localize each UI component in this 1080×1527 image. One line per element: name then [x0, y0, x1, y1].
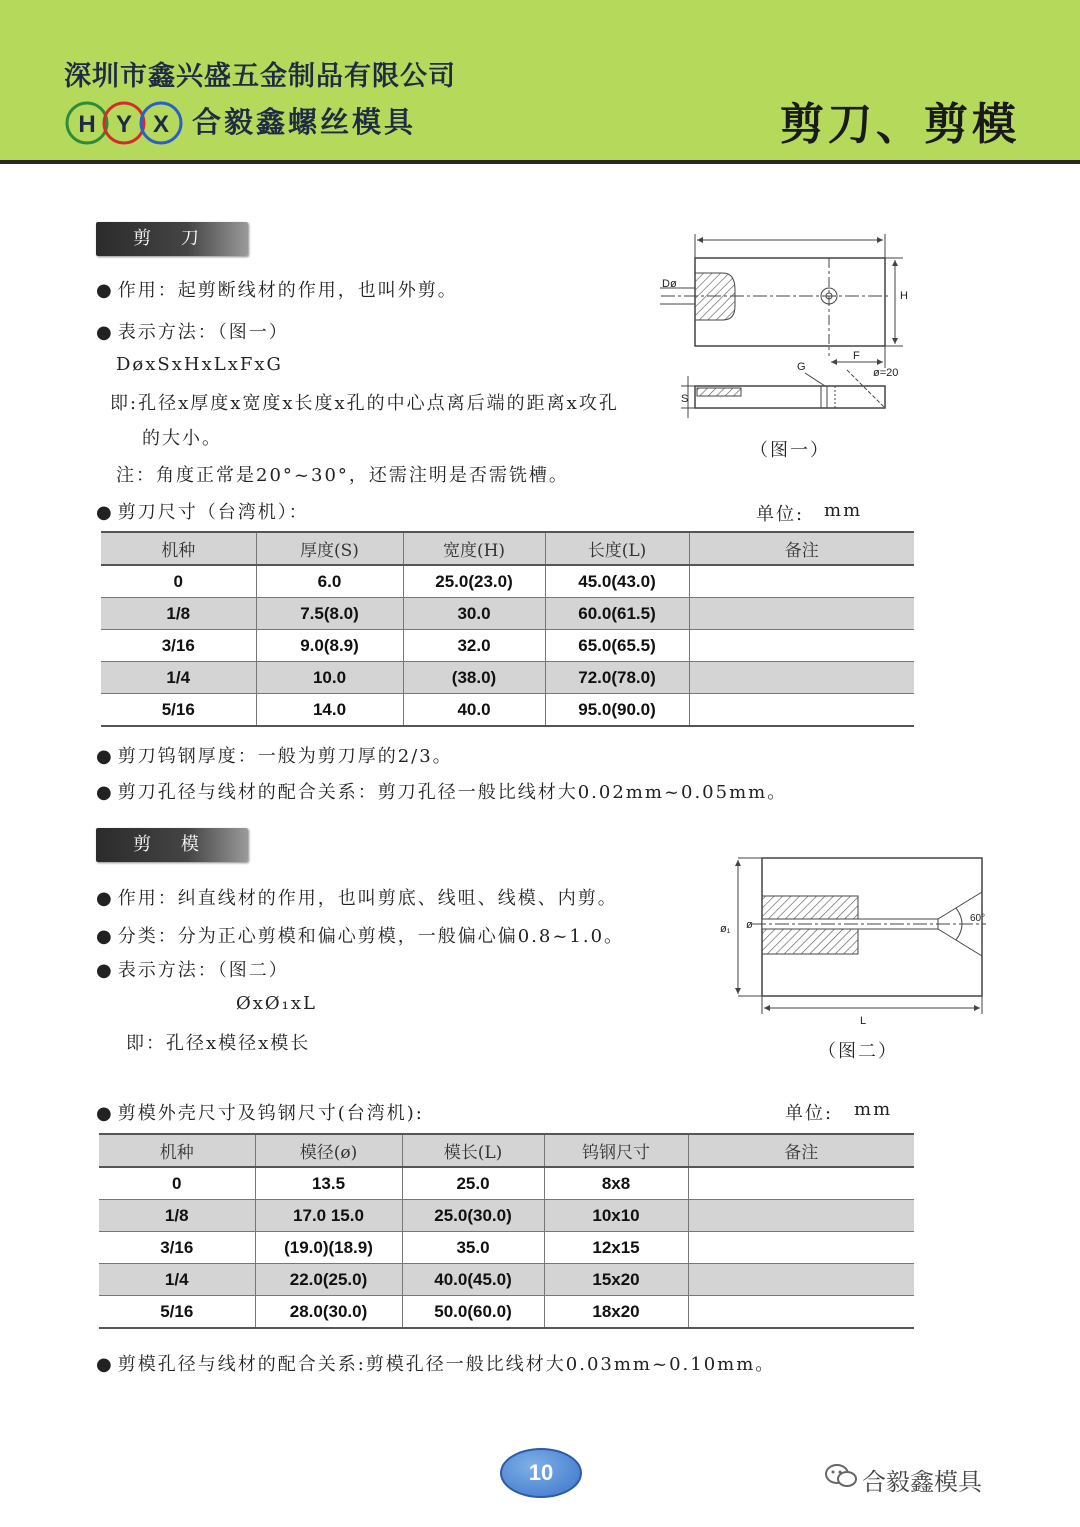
table-cell: 40.0(45.0) — [402, 1264, 544, 1296]
company-name: 深圳市鑫兴盛五金制品有限公司 — [64, 61, 456, 92]
table-row — [99, 1264, 914, 1296]
table-cell: 6.0 — [256, 565, 403, 598]
logo-letter-y: Y — [115, 111, 133, 138]
table-row — [101, 694, 914, 727]
cutter-table-title: ● 剪刀尺寸（台湾机）： — [96, 498, 309, 524]
cutter-carbide-note: ● 剪刀钨钢厚度：一般为剪刀厚的2/3。 — [96, 742, 453, 768]
table-row — [99, 1200, 914, 1232]
hyx-logo — [64, 100, 184, 146]
table-cell: 7.5(8.0) — [256, 598, 403, 630]
table-cell: 8x8 — [544, 1167, 688, 1200]
table-cell: 95.0(90.0) — [545, 694, 689, 727]
table-cell: 32.0 — [403, 630, 545, 662]
table-cell: 60.0(61.5) — [545, 598, 689, 630]
table-cell: 0 — [101, 565, 256, 598]
table-cell: (19.0)(18.9) — [255, 1232, 402, 1264]
table-cell: 5/16 — [99, 1296, 255, 1329]
cutter-explain-line1: 即:孔径x厚度x宽度x长度x孔的中心点离后端的距离x攻孔 — [110, 393, 619, 414]
cutter-size-table — [101, 531, 914, 727]
table-header-cell: 模长(L) — [402, 1134, 544, 1167]
table-row — [99, 1232, 914, 1264]
table-cell: 14.0 — [256, 694, 403, 727]
table-cell: 18x20 — [544, 1296, 688, 1329]
table-cell: 72.0(78.0) — [545, 662, 689, 694]
table-row — [101, 565, 914, 598]
cutter-notation-label: ● 表示方法：（图一） — [96, 318, 289, 344]
figure-2-label-o1: ø₁ — [720, 923, 731, 935]
table-cell: 15x20 — [544, 1264, 688, 1296]
table-cell: 25.0(30.0) — [402, 1200, 544, 1232]
table-cell — [688, 1296, 914, 1329]
cutter-formula: DøxSxHxLxFxG — [116, 354, 283, 375]
table-header-cell: 备注 — [689, 532, 914, 565]
table-header-cell: 宽度(H) — [403, 532, 545, 565]
table-cell: 1/8 — [101, 598, 256, 630]
figure-2-label-o: ø — [746, 919, 753, 931]
die-function: ● 作用：纠直线材的作用，也叫剪底、线咀、线模、内剪。 — [96, 884, 618, 910]
table-cell: 12x15 — [544, 1232, 688, 1264]
cutter-function: ● 作用：起剪断线材的作用，也叫外剪。 — [96, 276, 458, 302]
die-explain: 即：孔径x模径x模长 — [126, 1033, 311, 1054]
figure-1-label-s: S — [681, 393, 689, 405]
figure-1-caption: （图一） — [750, 440, 830, 461]
table-cell — [688, 1200, 914, 1232]
section-tag-cutter: 剪 刀 — [96, 222, 248, 256]
table-cell: 3/16 — [101, 630, 256, 662]
figure-2-label-angle: 60° — [970, 913, 986, 924]
table-cell: (38.0) — [403, 662, 545, 694]
table-cell: 65.0(65.5) — [545, 630, 689, 662]
table-cell: 28.0(30.0) — [255, 1296, 402, 1329]
table-cell — [689, 598, 914, 630]
figure-2-label-l: L — [860, 1015, 867, 1027]
cutter-fit-note: ● 剪刀孔径与线材的配合关系：剪刀孔径一般比线材大0.02mm~0.05mm。 — [96, 778, 787, 804]
table-header-cell: 备注 — [688, 1134, 914, 1167]
table-cell: 25.0(23.0) — [403, 565, 545, 598]
table-row — [99, 1296, 914, 1329]
table-cell: 1/4 — [101, 662, 256, 694]
table-cell — [688, 1167, 914, 1200]
table-cell: 10.0 — [256, 662, 403, 694]
table-cell: 35.0 — [402, 1232, 544, 1264]
table-cell: 25.0 — [402, 1167, 544, 1200]
table-cell: 1/4 — [99, 1264, 255, 1296]
figure-2-caption: （图二） — [818, 1041, 898, 1062]
figure-1-label-f: F — [853, 350, 860, 362]
wechat-icon — [824, 1462, 858, 1490]
cutter-unit-label: 单位: — [756, 504, 805, 525]
die-unit: mm — [854, 1099, 893, 1120]
table-cell: 13.5 — [255, 1167, 402, 1200]
figure-2-die-drawing — [716, 852, 996, 1028]
logo-letter-x: X — [152, 111, 170, 138]
table-header-cell: 厚度(S) — [256, 532, 403, 565]
table-header-cell: 模径(ø) — [255, 1134, 402, 1167]
table-cell: 17.0 15.0 — [255, 1200, 402, 1232]
table-cell — [689, 694, 914, 727]
table-cell: 0 — [99, 1167, 255, 1200]
table-cell — [689, 662, 914, 694]
cutter-explain-line2: 的大小。 — [142, 428, 222, 449]
table-header-row — [101, 532, 914, 565]
table-header-cell: 机种 — [99, 1134, 255, 1167]
table-row — [99, 1167, 914, 1200]
die-notation-label: ● 表示方法：（图二） — [96, 956, 289, 982]
table-cell — [689, 630, 914, 662]
figure-1-label-g: G — [797, 361, 806, 373]
die-table-title: ● 剪模外壳尺寸及钨钢尺寸(台湾机): — [96, 1099, 424, 1125]
table-cell: 45.0(43.0) — [545, 565, 689, 598]
figure-1-label-h: H — [900, 290, 908, 302]
die-fit-note: ● 剪模孔径与线材的配合关系:剪模孔径一般比线材大0.03mm~0.10mm。 — [96, 1350, 775, 1376]
table-header-cell: 机种 — [101, 532, 256, 565]
figure-1-label-angle: ø=20 — [873, 367, 899, 379]
figure-1-cutter-drawing — [655, 228, 915, 428]
cutter-angle-note: 注：角度正常是20°~30°，还需注明是否需铣槽。 — [116, 465, 569, 486]
table-cell: 40.0 — [403, 694, 545, 727]
table-header-cell: 长度(L) — [545, 532, 689, 565]
table-cell — [688, 1232, 914, 1264]
brand-name: 合毅鑫螺丝模具 — [192, 105, 417, 139]
table-row — [101, 630, 914, 662]
table-cell: 22.0(25.0) — [255, 1264, 402, 1296]
table-cell: 50.0(60.0) — [402, 1296, 544, 1329]
table-header-row — [99, 1134, 914, 1167]
table-cell: 1/8 — [99, 1200, 255, 1232]
die-formula: ØxØ₁xL — [236, 993, 317, 1014]
die-unit-label: 单位: — [785, 1103, 834, 1124]
table-header-cell: 钨钢尺寸 — [544, 1134, 688, 1167]
figure-1-label-d: Dø — [662, 278, 677, 290]
logo-letter-h: H — [78, 111, 96, 138]
table-cell: 5/16 — [101, 694, 256, 727]
die-category: ● 分类：分为正心剪模和偏心剪模，一般偏心偏0.8~1.0。 — [96, 922, 624, 948]
table-cell: 9.0(8.9) — [256, 630, 403, 662]
table-cell — [689, 565, 914, 598]
table-row — [101, 598, 914, 630]
table-cell: 3/16 — [99, 1232, 255, 1264]
table-cell: 30.0 — [403, 598, 545, 630]
header-divider — [0, 160, 1080, 164]
table-cell — [688, 1264, 914, 1296]
table-row — [101, 662, 914, 694]
cutter-unit: mm — [824, 500, 863, 521]
page-title: 剪刀、剪模 — [780, 99, 1020, 150]
page-number-badge: 10 — [500, 1448, 582, 1498]
die-size-table — [99, 1133, 914, 1329]
table-cell: 10x10 — [544, 1200, 688, 1232]
section-tag-die: 剪 模 — [96, 828, 248, 862]
wechat-account-name: 合毅鑫模具 — [862, 1468, 982, 1496]
